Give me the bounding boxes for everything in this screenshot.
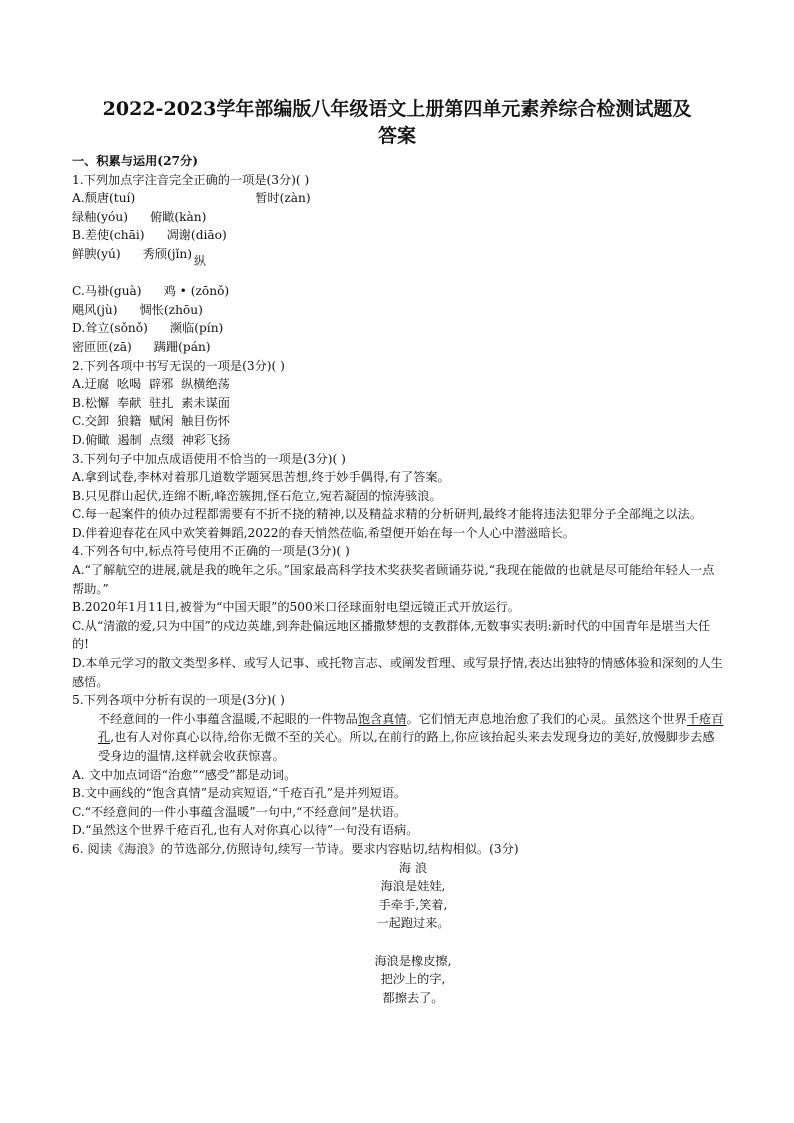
question-5-stem: 5.下列各项中分析有误的一项是(3分)( ) [72, 693, 285, 708]
word: C.交卸 [72, 414, 110, 429]
question-5-option-a: A. 文中加点词语“治愈”“感受”都是动词。 [72, 767, 297, 782]
option-text: 密匝匝(zā) [72, 339, 132, 354]
question-1-option-d-cont [72, 338, 724, 357]
option-text: 俯瞰(kàn) [149, 209, 207, 224]
word: 素未谋面 [181, 395, 230, 410]
poem [72, 859, 724, 1008]
word: 辟邪 [148, 377, 174, 392]
option-text: 绿釉(yóu) [72, 209, 128, 224]
stanza-break [102, 933, 724, 952]
question-5-option-b: B.文中画线的“饱含真情”是动宾短语,“千疮百孔”是并列短语。 [72, 786, 407, 801]
word: D.俯瞰 [72, 432, 110, 447]
question-4-stem: 4.下列各句中,标点符号使用不正确的一项是(3分)( ) [72, 544, 350, 559]
question-3-option-b: B.只见群山起伏,连绵不断,峰峦簇拥,怪石危立,宛若凝固的惊涛骇浪。 [72, 488, 442, 503]
word: A.迂腐 [72, 377, 110, 392]
poem-line: 手牵手,笑着, [378, 897, 448, 912]
question-2-option-b [72, 394, 724, 413]
question-4-option-c: C.从“清澈的爱,只为中国”的戍边英雄,到奔赴偏远地区播撒梦想的支教群体,无数事实表明:新时代的中国青年是堪当大任的! [72, 618, 711, 652]
question-1-option-b-cont [72, 245, 724, 264]
question-3-option-c: C.每一起案件的侦办过程都需要有不折不挠的精神,以及精益求精的分析研判,最终才能将违法犯罪分子全部绳之以法。 [72, 507, 702, 522]
passage-text: 不经意间的一件小事蕴含温暖,不起眼的一件物品 [98, 711, 358, 726]
word: 点缀 [149, 432, 174, 447]
question-1-option-b [72, 226, 724, 245]
question-1-stem: 1.下列加点字注音完全正确的一项是(3分)( ) [72, 172, 310, 187]
poem-line: 海浪是娃娃, [380, 879, 446, 894]
question-content [72, 152, 724, 1007]
option-text: D.耸立(sǒnǒ) [72, 321, 148, 336]
word: 吆喝 [116, 377, 142, 392]
question-2-stem: 2.下列各项中书写无误的一项是(3分)( ) [72, 358, 285, 373]
option-text: A.颓唐(tuí) [72, 191, 136, 206]
question-2-option-a [72, 375, 724, 394]
word: 狼籍 [116, 414, 142, 429]
underlined-phrase: 千疮百孔 [98, 711, 724, 745]
word: 遏制 [117, 432, 142, 447]
document-title [70, 96, 724, 150]
section-heading: 一、积累与运用(27分) [72, 154, 198, 168]
question-6-stem: 6. 阅读《海浪》的节选部分,仿照诗句,续写一节诗。要求内容贴切,结构相似。(3分) [72, 841, 519, 856]
option-text: 秀颀(jǐn) [142, 246, 193, 261]
title-line-1: 2022-2023学年部编版八年级语文上册第四单元素养综合检测试题及 [102, 98, 692, 120]
option-text: 鲜腴(yú) [72, 246, 121, 261]
question-4-option-d: D.本单元学习的散文类型多样、或写人记事、或托物言志、或阐发哲理、或写景抒情,表达出独特的情感体验和深刻的人生感悟。 [72, 656, 723, 689]
poem-title: 海 浪 [398, 860, 428, 875]
question-4-option-b: B.2020年1月11日,被誉为“中国天眼”的500米口径球面射电望远镜正式开放运行。 [72, 600, 520, 615]
question-4-option-a: A.“了解航空的进展,就是我的晚年之乐。”国家最高科学技术奖获奖者顾诵芬说,“我现在能做的也就是尽可能给年轻人一点帮助。” [72, 563, 715, 596]
word: 神彩飞扬 [181, 432, 231, 447]
poem-line: 都擦去了。 [382, 990, 444, 1005]
question-1-option-a-cont [72, 208, 724, 227]
passage-text: 。它们悄无声息地治愈了我们的心灵。虽然这个世界 [406, 711, 687, 726]
passage-text: ,也有人对你真心以待,给你无微不至的关心。所以,在前行的路上,你应该抬起头来去发现身边的美好,放慢脚步去感受身边的温情,这样就会收获惊喜。 [98, 730, 715, 763]
question-3-option-a: A.拿到试卷,李林对着那几道数学题冥思苦想,终于妙手偶得,有了答案。 [72, 470, 450, 485]
option-text: 鸡 • (zōnǒ) [163, 284, 230, 299]
poem-line: 一起跑过来。 [376, 916, 450, 931]
option-text: 惆怅(zhōu) [139, 302, 203, 317]
word: B.松懈 [72, 395, 110, 410]
option-text: B.差使(chāi) [72, 228, 145, 243]
option-text: 暂时(zàn) [255, 191, 311, 206]
poem-line: 把沙上的字, [380, 972, 446, 987]
question-1-option-c-cont [72, 301, 724, 320]
question-5-option-c: C.“不经意间的一件小事蕴含温暖”一句中,“不经意间”是状语。 [72, 804, 407, 819]
option-text: 凋谢(diāo) [166, 228, 227, 243]
question-1-option-c [72, 282, 724, 301]
question-1-option-a [72, 189, 724, 208]
underlined-phrase: 饱含真情 [357, 711, 407, 726]
option-text: 飓风(jù) [72, 302, 118, 317]
word: 纵横绝荡 [181, 377, 230, 392]
question-1-option-d [72, 319, 724, 338]
question-3-stem: 3.下列句子中加点成语使用不恰当的一项是(3分)( ) [72, 451, 346, 466]
overlay-character: 纵 [194, 253, 207, 268]
poem-line: 海浪是橡皮擦, [374, 953, 452, 968]
option-text: 濒临(pín) [169, 321, 224, 336]
question-5-passage [72, 710, 724, 766]
question-5-option-d: D.“虽然这个世界千疮百孔,也有人对你真心以待”一句没有语病。 [72, 823, 419, 838]
word: 触目伤怀 [181, 414, 230, 429]
question-3-option-d: D.伴着迎春花在风中欢笑着舞蹈,2022的春天悄然莅临,希望便开始在每一个人心中潜滋暗长。 [72, 525, 575, 540]
word: 驻扎 [149, 395, 174, 410]
option-text: 蹒跚(pán) [153, 339, 211, 354]
word: 奉献 [116, 395, 142, 410]
option-text: C.马褂(guà) [72, 284, 142, 299]
question-2-option-d [72, 431, 724, 450]
question-2-option-c [72, 412, 724, 431]
title-line-2: 答案 [377, 125, 416, 147]
word: 赋闲 [149, 414, 174, 429]
